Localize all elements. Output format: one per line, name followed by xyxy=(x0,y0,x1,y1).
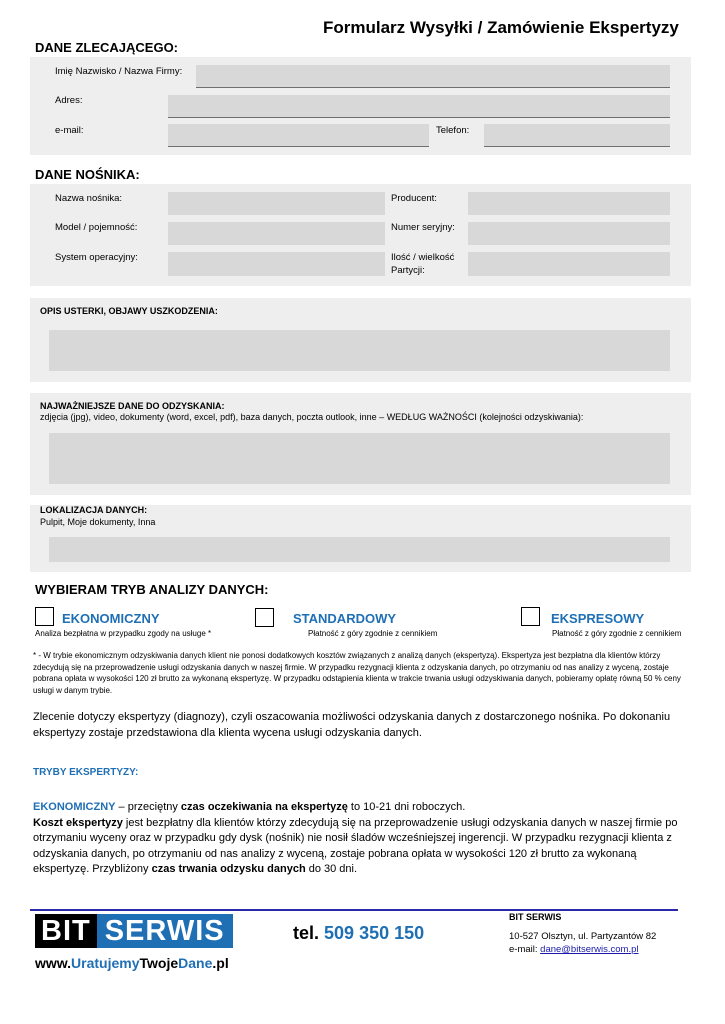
mode-standard-label: STANDARDOWY xyxy=(293,611,397,626)
expertise-modes-heading: TRYBY EKSPERTYZY: xyxy=(33,767,139,778)
media-producer-label: Producent: xyxy=(391,193,437,204)
phone-number: tel. 509 350 150 xyxy=(293,923,425,943)
mode-economic-desc: Analiza bezpłatna w przypadku zgody na usługe * xyxy=(35,629,212,638)
media-model-label: Model / pojemność: xyxy=(55,222,138,233)
expertise-modes-text: EKONOMICZNY – przeciętny czas oczekiwania na ekspertyzę to 10-21 dni roboczych. Koszt ekspertyzy jest bezpłatny dla klientów którzy zdecydują się na przeprowadzenie usługi odzyskania danych w naszej firmie po otrzymaniu wyceny oraz w przypadku gdy dysk (nośnik) nie nosił śladów wcześniejszej ingerencji. W przypadku rezygnacji klienta z odzyskania danych, po otrzymaniu od nas analizy z wyceną, zostaje pobrana opłata w wysokości 120 zł brutto za wykonaną ekspertyzę. Przybliżony czas trwania odzysku danych do 30 dni. xyxy=(33,801,678,875)
client-address-field[interactable] xyxy=(168,95,670,118)
mode-standard-desc: Płatność z góry zgodnie z cennikiem xyxy=(308,629,438,638)
footer-divider xyxy=(30,909,678,911)
email-link[interactable]: dane@bitserwis.com.pl xyxy=(540,944,639,955)
client-email-field[interactable] xyxy=(168,124,429,147)
location-field[interactable] xyxy=(49,537,670,562)
website-link[interactable]: www.UratujemyTwojeDane.pl xyxy=(35,955,229,971)
fault-description-field[interactable] xyxy=(49,330,670,371)
company-name: BIT SERWIS xyxy=(509,912,562,922)
media-serial-label: Numer seryjny: xyxy=(391,222,455,233)
company-email: e-mail: dane@bitserwis.com.pl xyxy=(509,944,639,955)
mode-standard-checkbox[interactable] xyxy=(255,608,274,627)
footnote: * - W trybie ekonomicznym odzyskiwania danych klient nie ponosi dodatkowych kosztów związanych z analizą danych (ekspertyzą). Ekspertyza jest bezpłatna dla klientów którzy zdecydują się na przeprowadzenie usługi odzyskania danych w naszej firmie. W przypadku rezygnacji klienta z odzyskania danych, po otrzymaniu od nas analizy z wyceną, zostaje pobrana opłata w wysokości 120 zł brutto za wykonaną ekspertyzę. W przypadku odstąpienia klienta w trakcie trwania usługi odzyskiwania danych, pobieramy opłatę równą 50 % ceny usługi w danym trybie. xyxy=(33,651,681,695)
media-qty-label: Ilość / wielkość Partycji: xyxy=(391,252,455,276)
mode-express-desc: Płatność z góry zgodnie z cennikiem xyxy=(552,629,682,638)
client-section-heading: DANE ZLECAJĄCEGO: xyxy=(35,40,179,55)
company-logo: BIT SERWIS xyxy=(35,914,233,948)
location-hint: Pulpit, Moje dokumenty, Inna xyxy=(40,517,156,527)
mode-economic-label: EKONOMICZNY xyxy=(62,611,160,626)
important-heading: NAJWAŻNIEJSZE DANE DO ODZYSKANIA: xyxy=(40,401,225,411)
media-os-field[interactable] xyxy=(168,252,385,276)
order-description: Zlecenie dotyczy ekspertyzy (diagnozy), czyli oszacowania możliwości odzyskania danych z dostarczonego nośnika. Po dokonaniu ekspertyzy zostaje przedstawiona dla klienta wycena usługi odzyskania danych. xyxy=(33,711,671,739)
location-heading: LOKALIZACJA DANYCH: xyxy=(40,505,148,515)
important-data-field[interactable] xyxy=(49,433,670,484)
client-phone-field[interactable] xyxy=(484,124,670,147)
media-serial-field[interactable] xyxy=(468,222,670,245)
media-section-heading: DANE NOŚNIKA: xyxy=(35,167,140,182)
media-producer-field[interactable] xyxy=(468,192,670,215)
media-qty-field[interactable] xyxy=(468,252,670,276)
client-phone-label: Telefon: xyxy=(436,125,470,136)
client-name-label: Imię Nazwisko / Nazwa Firmy: xyxy=(55,66,183,77)
client-address-label: Adres: xyxy=(55,95,83,106)
media-model-field[interactable] xyxy=(168,222,385,245)
company-address: 10-527 Olsztyn, ul. Partyzantów 82 xyxy=(509,931,657,942)
mode-express-checkbox[interactable] xyxy=(521,607,540,626)
page-title: Formularz Wysyłki / Zamówienie Ekspertyzy xyxy=(323,18,679,37)
important-hint: zdjęcia (jpg), video, dokumenty (word, excel, pdf), baza danych, poczta outlook, inne – WEDŁUG WAŻNOŚCI (kolejności odzyskiwania): xyxy=(40,412,584,422)
client-email-label: e-mail: xyxy=(55,125,84,136)
mode-express-label: EKSPRESOWY xyxy=(551,611,645,626)
fault-heading: OPIS USTERKI, OBJAWY USZKODZENIA: xyxy=(40,306,218,316)
modes-heading: WYBIERAM TRYB ANALIZY DANYCH: xyxy=(35,582,269,597)
media-name-label: Nazwa nośnika: xyxy=(55,193,123,204)
client-name-field[interactable] xyxy=(196,65,670,88)
media-os-label: System operacyjny: xyxy=(55,252,138,263)
mode-economic-checkbox[interactable] xyxy=(35,607,54,626)
media-name-field[interactable] xyxy=(168,192,385,215)
